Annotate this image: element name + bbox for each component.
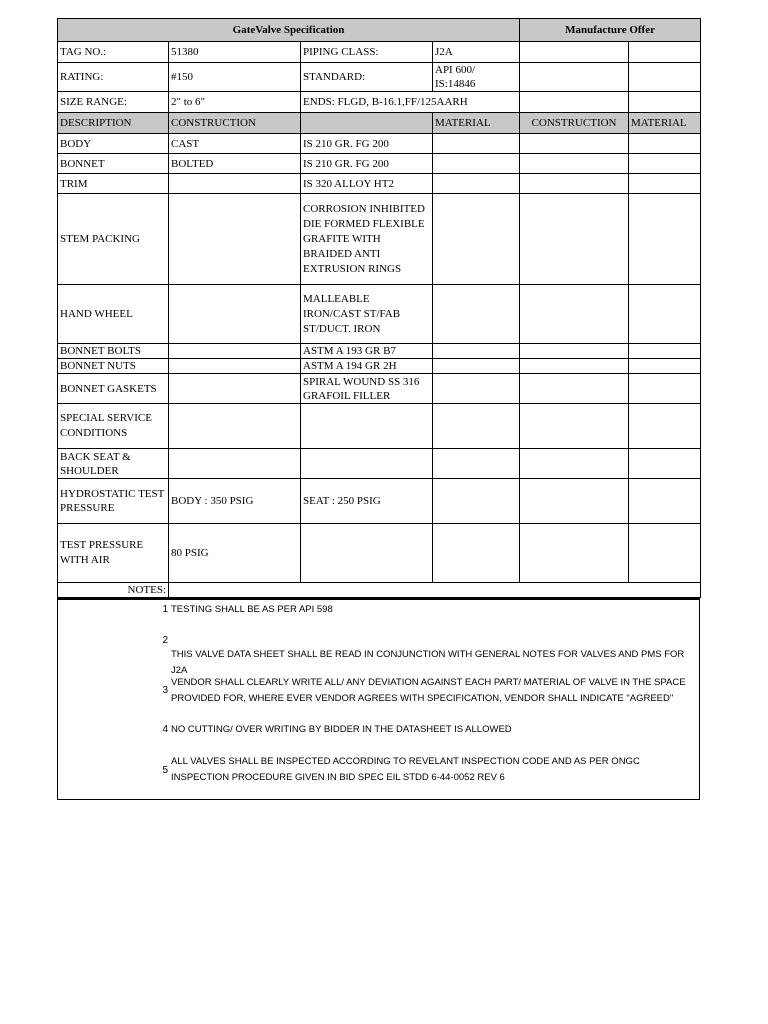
table-row (58, 134, 701, 154)
note-text: ALL VALVES SHALL BE INSPECTED ACCORDING TO REVELANT INSPECTION CODE AND AS PER ONGC INSPECTION PROCEDURE GIVEN IN BID SPEC EIL STDD 6-44-0052 REV 6 (171, 756, 640, 783)
table-row (58, 154, 701, 174)
row-construction: 80 PSIG (169, 524, 301, 583)
row-construction (169, 374, 301, 404)
table-row (58, 174, 701, 194)
table-row (58, 194, 701, 285)
standard-value: API 600/ IS:14846 (433, 63, 520, 92)
ends-value: ENDS: FLGD, B-16.1,FF/125AARH (301, 92, 520, 113)
row-description: BACK SEAT & SHOULDER (58, 449, 169, 479)
tag-no-label: TAG NO.: (58, 42, 169, 63)
row-material: IS 210 GR. FG 200 (301, 134, 433, 154)
row-description: BONNET GASKETS (58, 374, 169, 404)
offer-cell (629, 63, 701, 92)
note-item (58, 633, 699, 676)
note-number: 5 (162, 765, 168, 776)
row-description: STEM PACKING (58, 194, 169, 285)
spec-title: GateValve Specification (58, 19, 520, 42)
piping-class-label: PIPING CLASS: (301, 42, 433, 63)
row-material: SEAT : 250 PSIG (301, 479, 433, 524)
note-number: 4 (162, 724, 168, 735)
row-material: ASTM A 194 GR 2H (301, 359, 433, 374)
row-description: TEST PRESSURE WITH AIR (58, 524, 169, 583)
table-row (58, 449, 701, 479)
note-item (58, 722, 699, 738)
row-construction (169, 344, 301, 359)
table-row (58, 404, 701, 449)
row-material (301, 449, 433, 479)
standard-label: STANDARD: (301, 63, 433, 92)
row-description: HYDROSTATIC TEST PRESSURE (58, 479, 169, 524)
note-item (58, 754, 699, 786)
row-material: SPIRAL WOUND SS 316 GRAFOIL FILLER (301, 374, 433, 404)
row-construction: CAST (169, 134, 301, 154)
table-row (58, 524, 701, 583)
table-row (58, 344, 701, 359)
col-offer-construction: CONSTRUCTION (520, 113, 629, 134)
note-item (58, 675, 699, 707)
notes-row (58, 583, 701, 598)
rating-label: RATING: (58, 63, 169, 92)
row-construction (169, 449, 301, 479)
row-description: BONNET NUTS (58, 359, 169, 374)
row-material: ASTM A 193 GR B7 (301, 344, 433, 359)
note-text: NO CUTTING/ OVER WRITING BY BIDDER IN THE DATASHEET IS ALLOWED (171, 724, 512, 735)
offer-cell (629, 42, 701, 63)
size-range-value: 2" to 6" (169, 92, 301, 113)
rating-value: #150 (169, 63, 301, 92)
row-description: BONNET (58, 154, 169, 174)
size-range-label: SIZE RANGE: (58, 92, 169, 113)
table-row (58, 359, 701, 374)
notes-label: NOTES: (58, 583, 169, 598)
note-number: 2 (162, 635, 168, 646)
row-construction (169, 194, 301, 285)
col-blank (301, 113, 433, 134)
row-construction: BODY : 350 PSIG (169, 479, 301, 524)
row-construction (169, 404, 301, 449)
gate-valve-datasheet (57, 18, 700, 800)
offer-cell (520, 63, 629, 92)
row-description: TRIM (58, 174, 169, 194)
row-material (301, 404, 433, 449)
note-item (58, 602, 699, 618)
spec-table (57, 18, 701, 598)
note-text: VENDOR SHALL CLEARLY WRITE ALL/ ANY DEVIATION AGAINST EACH PART/ MATERIAL OF VALVE IN THE SPACE PROVIDED FOR, WHERE EVER VENDOR AGREES WITH SPECIFICATION, VENDOR SHALL INDICATE "AGREED" (171, 677, 686, 704)
row-description: HAND WHEEL (58, 285, 169, 344)
note-text: TESTING SHALL BE AS PER API 598 (171, 604, 333, 615)
offer-cell (629, 92, 701, 113)
col-offer-material: MATERIAL (629, 113, 701, 134)
row-description: SPECIAL SERVICE CONDITIONS (58, 404, 169, 449)
row-material: CORROSION INHIBITED DIE FORMED FLEXIBLE GRAFITE WITH BRAIDED ANTI EXTRUSION RINGS (301, 194, 433, 285)
note-text: THIS VALVE DATA SHEET SHALL BE READ IN CONJUNCTION WITH GENERAL NOTES FOR VALVES AND PMS FOR J2A (171, 649, 685, 676)
col-description: DESCRIPTION (58, 113, 169, 134)
offer-cell (520, 42, 629, 63)
tag-no-value: 51380 (169, 42, 301, 63)
piping-class-value: J2A (433, 42, 520, 63)
row-material: MALLEABLE IRON/CAST ST/FAB ST/DUCT. IRON (301, 285, 433, 344)
row-material: IS 320 ALLOY HT2 (301, 174, 433, 194)
note-number: 1 (162, 604, 168, 615)
col-material: MATERIAL (433, 113, 520, 134)
col-construction: CONSTRUCTION (169, 113, 301, 134)
row-construction (169, 174, 301, 194)
table-row (58, 479, 701, 524)
row-construction: BOLTED (169, 154, 301, 174)
table-row (58, 374, 701, 404)
row-construction (169, 285, 301, 344)
row-description: BODY (58, 134, 169, 154)
row-description: BONNET BOLTS (58, 344, 169, 359)
notes-section (57, 598, 700, 800)
row-material: IS 210 GR. FG 200 (301, 154, 433, 174)
table-row (58, 285, 701, 344)
manufacture-offer-title: Manufacture Offer (520, 19, 701, 42)
offer-cell (520, 92, 629, 113)
row-material (301, 524, 433, 583)
note-number: 3 (162, 685, 168, 696)
row-construction (169, 359, 301, 374)
